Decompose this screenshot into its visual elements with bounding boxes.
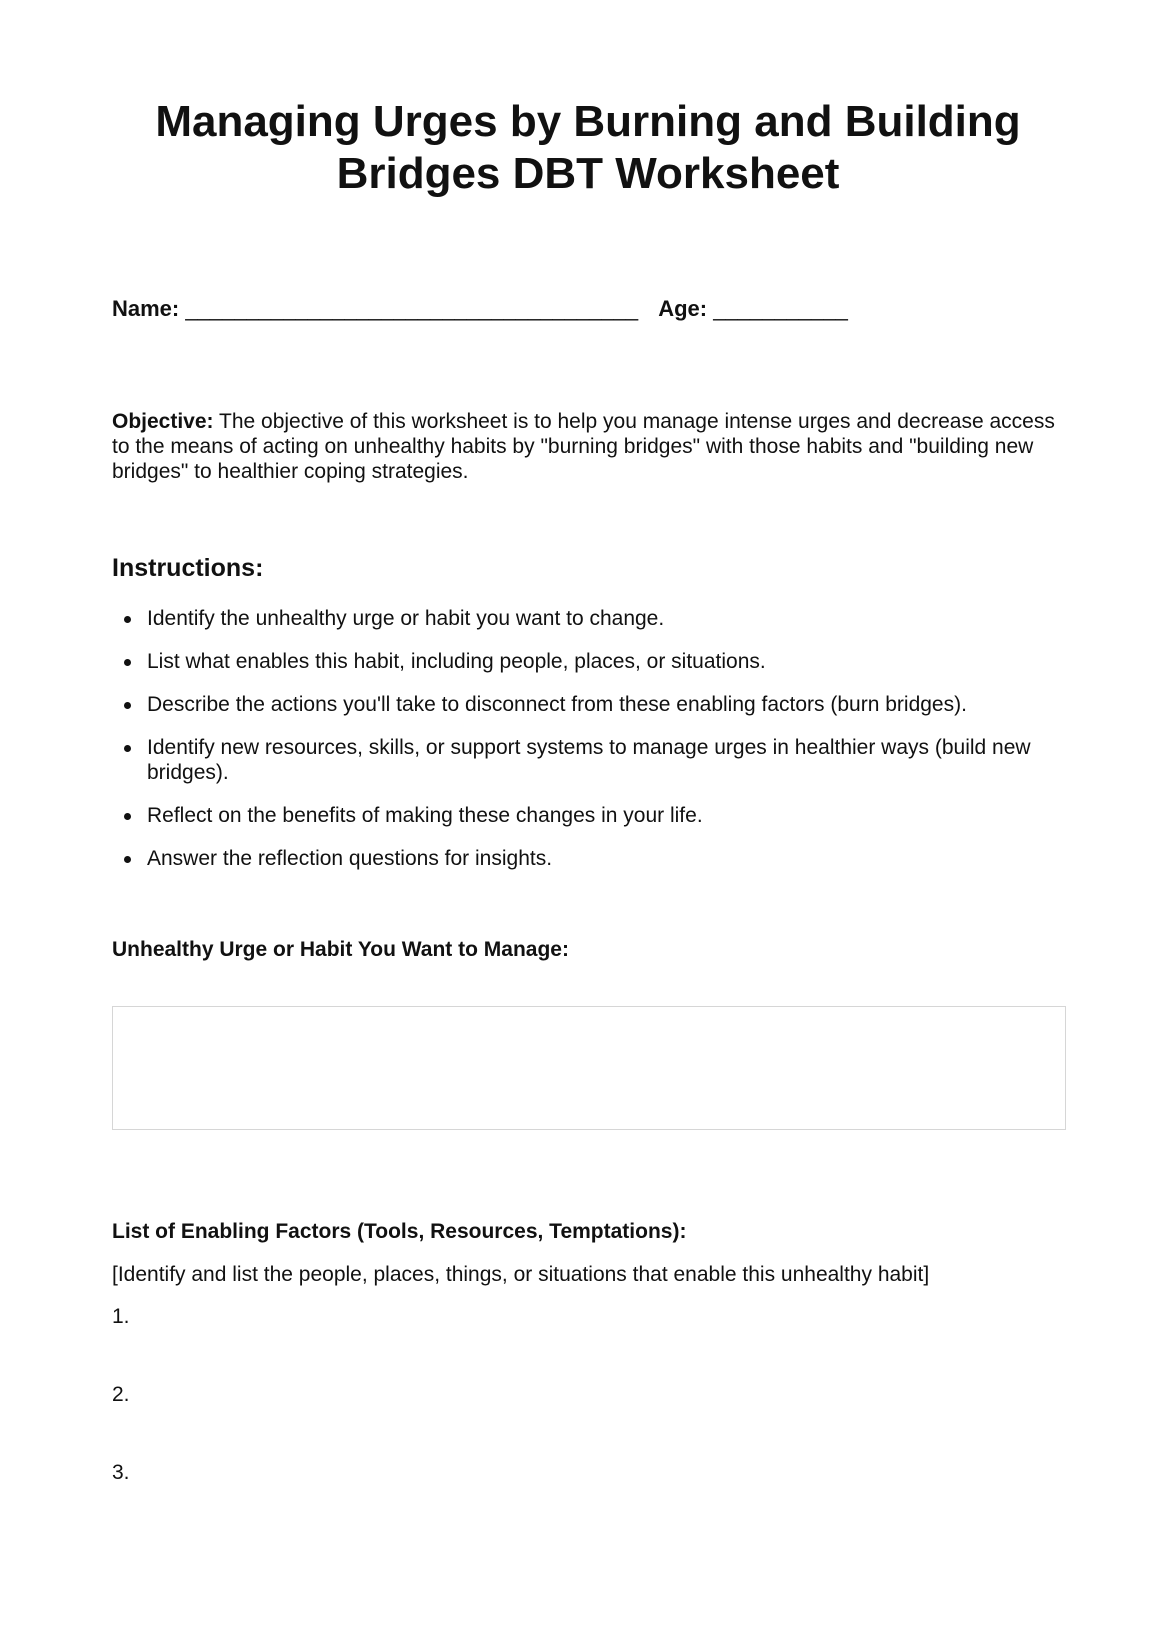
page-title: Managing Urges by Burning and Building Bridges DBT Worksheet xyxy=(155,97,1021,198)
bullet-icon xyxy=(124,856,131,863)
name-age-row xyxy=(112,296,848,322)
instructions-heading: Instructions: xyxy=(112,554,264,582)
enabling-item-2[interactable]: 2. xyxy=(112,1383,130,1406)
list-item: Answer the reflection questions for insights. xyxy=(112,846,1064,871)
list-item: Identify new resources, skills, or support systems to manage urges in healthier ways (build new bridges). xyxy=(112,735,1064,785)
urge-heading: Unhealthy Urge or Habit You Want to Manage: xyxy=(112,938,569,961)
objective-paragraph xyxy=(112,409,1064,484)
bullet-icon xyxy=(124,813,131,820)
bullet-icon xyxy=(124,616,131,623)
list-item: Identify the unhealthy urge or habit you want to change. xyxy=(112,606,1064,631)
age-field[interactable]: ___________ xyxy=(713,296,848,321)
objective-text: The objective of this worksheet is to help you manage intense urges and decrease access to the means of acting on unhealthy habits by "burning bridges" with those habits and "building new bridges" to healthier coping strategies. xyxy=(112,410,1055,483)
list-item: List what enables this habit, including people, places, or situations. xyxy=(112,649,1064,674)
name-field[interactable]: _____________________________________ xyxy=(185,296,639,321)
name-label: Name: xyxy=(112,296,180,321)
enabling-item-1[interactable]: 1. xyxy=(112,1305,130,1328)
age-label: Age: xyxy=(658,296,708,321)
urge-answer-box[interactable] xyxy=(112,1006,1066,1130)
enabling-factors-note: [Identify and list the people, places, things, or situations that enable this unhealthy habit] xyxy=(112,1263,930,1286)
enabling-item-3[interactable]: 3. xyxy=(112,1461,130,1484)
list-item: Reflect on the benefits of making these changes in your life. xyxy=(112,803,1064,828)
bullet-icon xyxy=(124,659,131,666)
objective-label: Objective: xyxy=(112,410,214,433)
bullet-icon xyxy=(124,745,131,752)
list-item: Describe the actions you'll take to disconnect from these enabling factors (burn bridges). xyxy=(112,692,1064,717)
instructions-list xyxy=(112,606,1064,889)
bullet-icon xyxy=(124,702,131,709)
enabling-factors-heading: List of Enabling Factors (Tools, Resources, Temptations): xyxy=(112,1220,687,1243)
